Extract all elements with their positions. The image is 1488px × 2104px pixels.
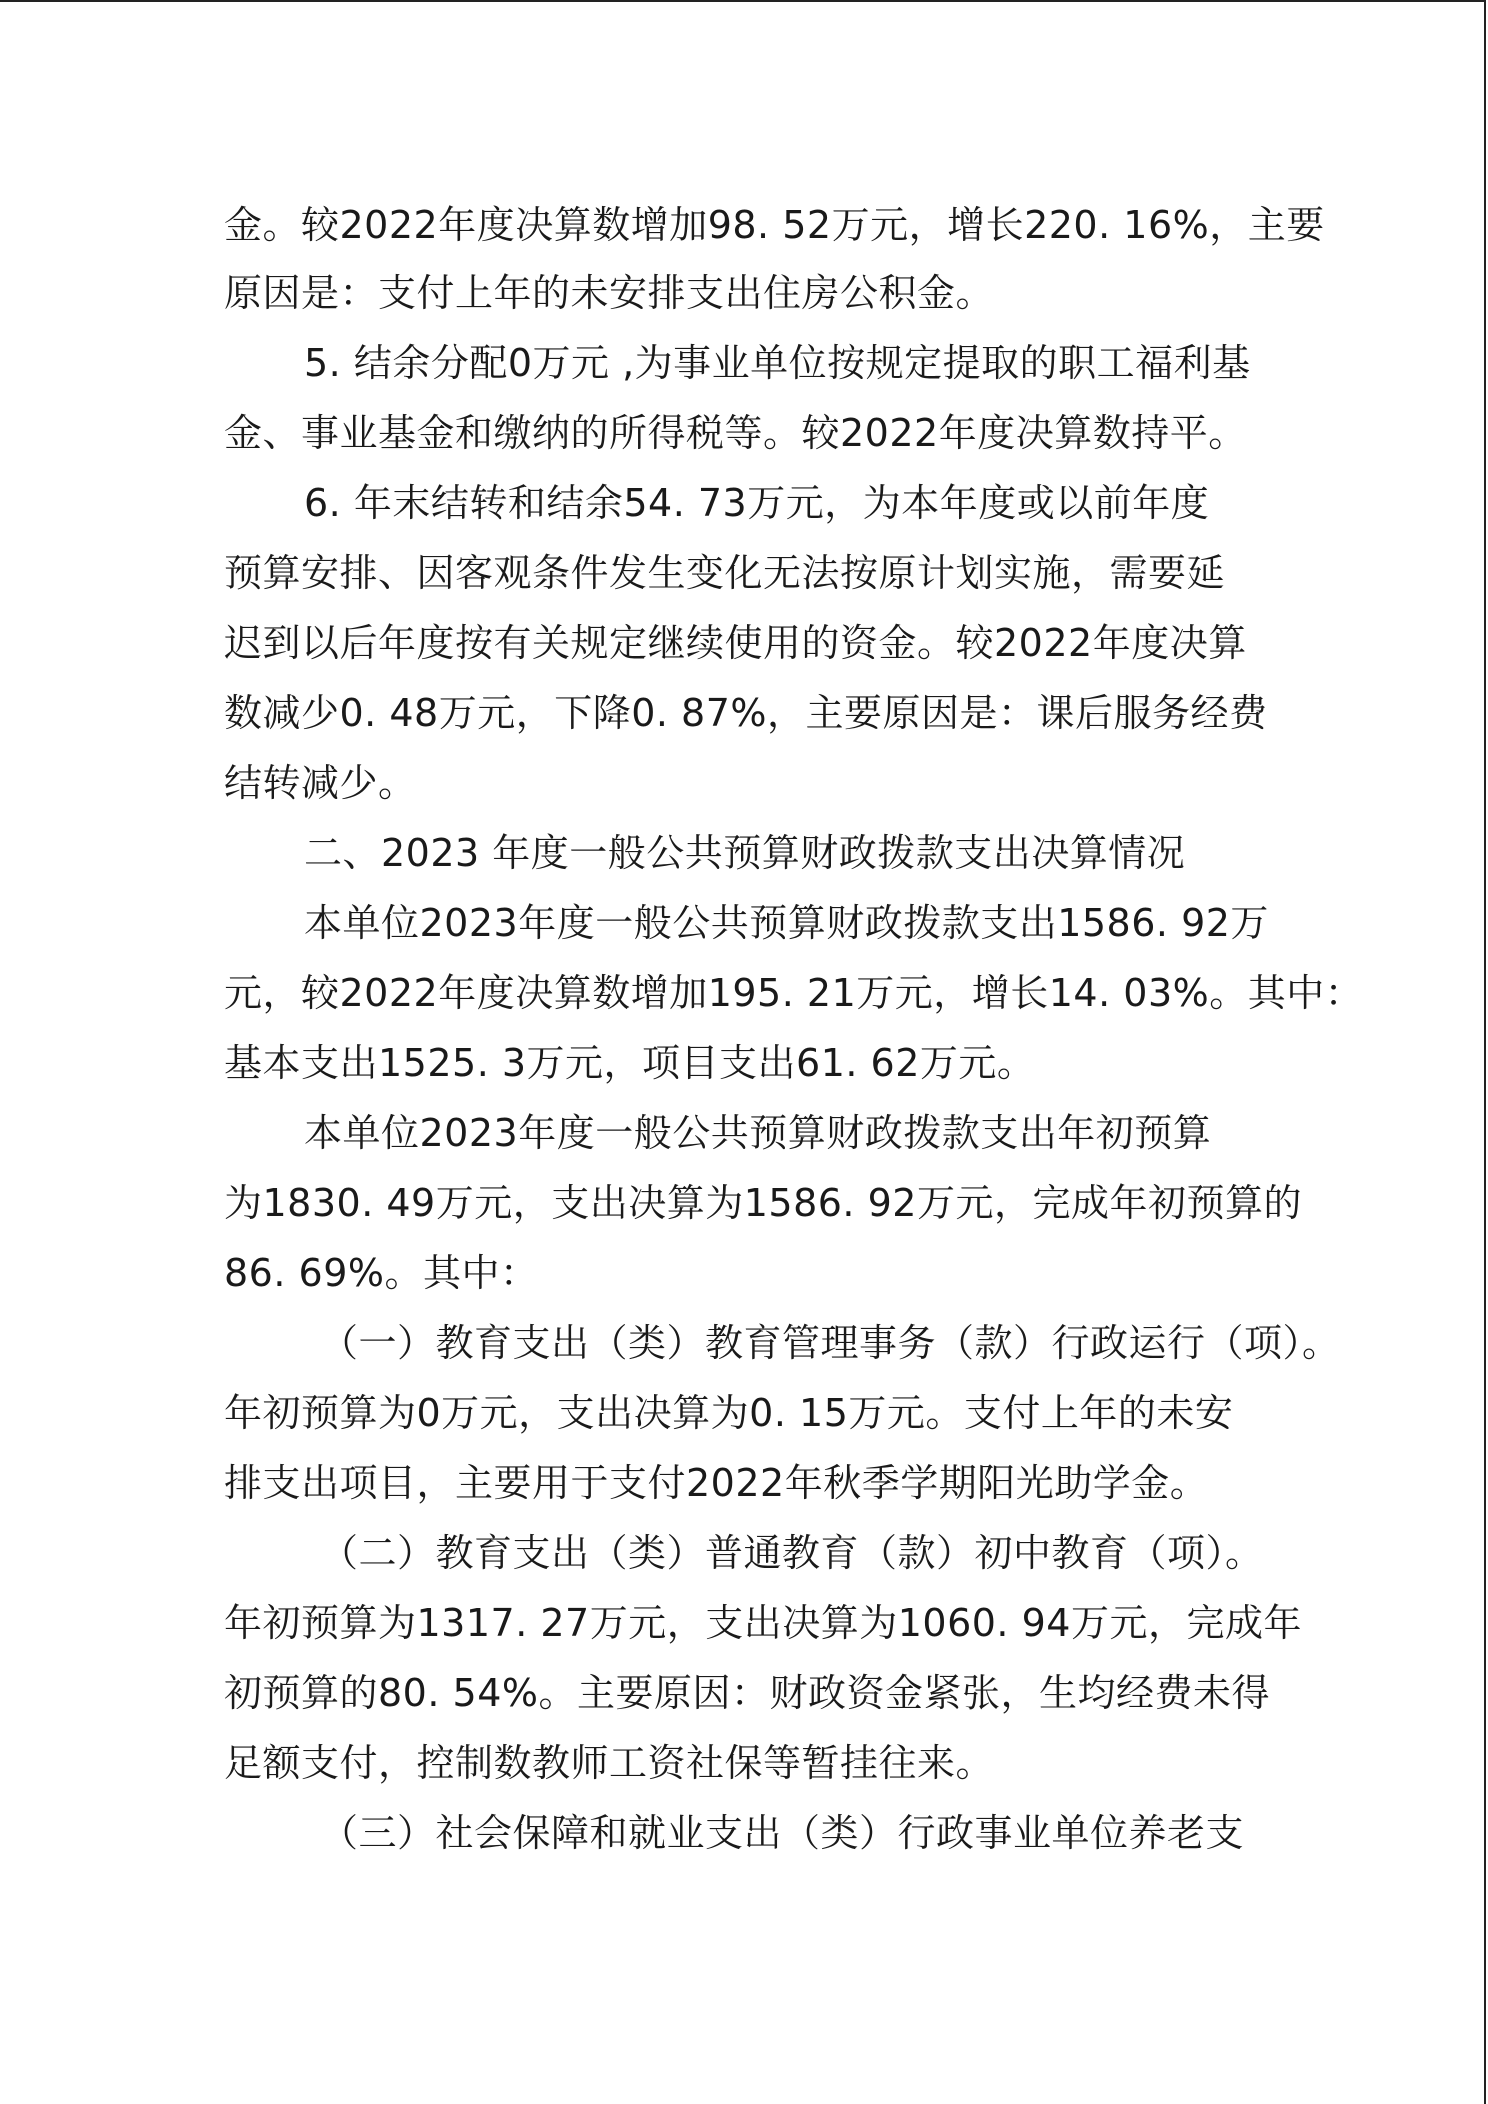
text-line-18: 年初预算为0万元，支出决算为0. 15万元。支付上年的未安 xyxy=(224,1391,1234,1435)
text-line-11: 本单位2023年度一般公共预算财政拨款支出1586. 92万 xyxy=(304,901,1269,945)
text-line-4: 金、事业基金和缴纳的所得税等。较2022年度决算数持平。 xyxy=(224,411,1247,455)
text-line-21: 年初预算为1317. 27万元，支出决算为1060. 94万元，完成年 xyxy=(224,1601,1302,1645)
text-line-3: 5. 结余分配0万元 ,为事业单位按规定提取的职工福利基 xyxy=(304,341,1251,385)
text-line-2: 原因是：支付上年的未安排支出住房公积金。 xyxy=(224,271,995,315)
text-line-19: 排支出项目，主要用于支付2022年秋季学期阳光助学金。 xyxy=(224,1461,1209,1505)
text-line-15: 为1830. 49万元，支出决算为1586. 92万元，完成年初预算的 xyxy=(224,1181,1302,1225)
text-line-12: 元，较2022年度决算数增加195. 21万元，增长14. 03%。其中： xyxy=(224,971,1364,1015)
text-line-17: （一）教育支出（类）教育管理事务（款）行政运行（项）。 xyxy=(320,1321,1341,1365)
text-line-20: （二）教育支出（类）普通教育（款）初中教育（项）。 xyxy=(320,1531,1264,1575)
text-line-9: 结转减少。 xyxy=(224,761,417,805)
text-line-23: 足额支付，控制数教师工资社保等暂挂往来。 xyxy=(224,1741,995,1785)
text-line-24: （三）社会保障和就业支出（类）行政事业单位养老支 xyxy=(320,1811,1245,1855)
text-line-6: 预算安排、因客观条件发生变化无法按原计划实施，需要延 xyxy=(224,551,1226,595)
text-line-13: 基本支出1525. 3万元，项目支出61. 62万元。 xyxy=(224,1041,1036,1085)
text-line-22: 初预算的80. 54%。主要原因：财政资金紧张，生均经费未得 xyxy=(224,1671,1270,1715)
text-line-7: 迟到以后年度按有关规定继续使用的资金。较2022年度决算 xyxy=(224,621,1247,665)
text-line-14: 本单位2023年度一般公共预算财政拨款支出年初预算 xyxy=(304,1111,1212,1155)
section-heading: 二、2023 年度一般公共预算财政拨款支出决算情况 xyxy=(304,831,1186,875)
text-line-16: 86. 69%。其中： xyxy=(224,1251,539,1295)
text-line-5: 6. 年末结转和结余54. 73万元，为本年度或以前年度 xyxy=(304,481,1210,525)
text-line-1: 金。较2022年度决算数增加98. 52万元，增长220. 16%，主要 xyxy=(224,203,1325,247)
text-line-8: 数减少0. 48万元，下降0. 87%，主要原因是：课后服务经费 xyxy=(224,691,1268,735)
